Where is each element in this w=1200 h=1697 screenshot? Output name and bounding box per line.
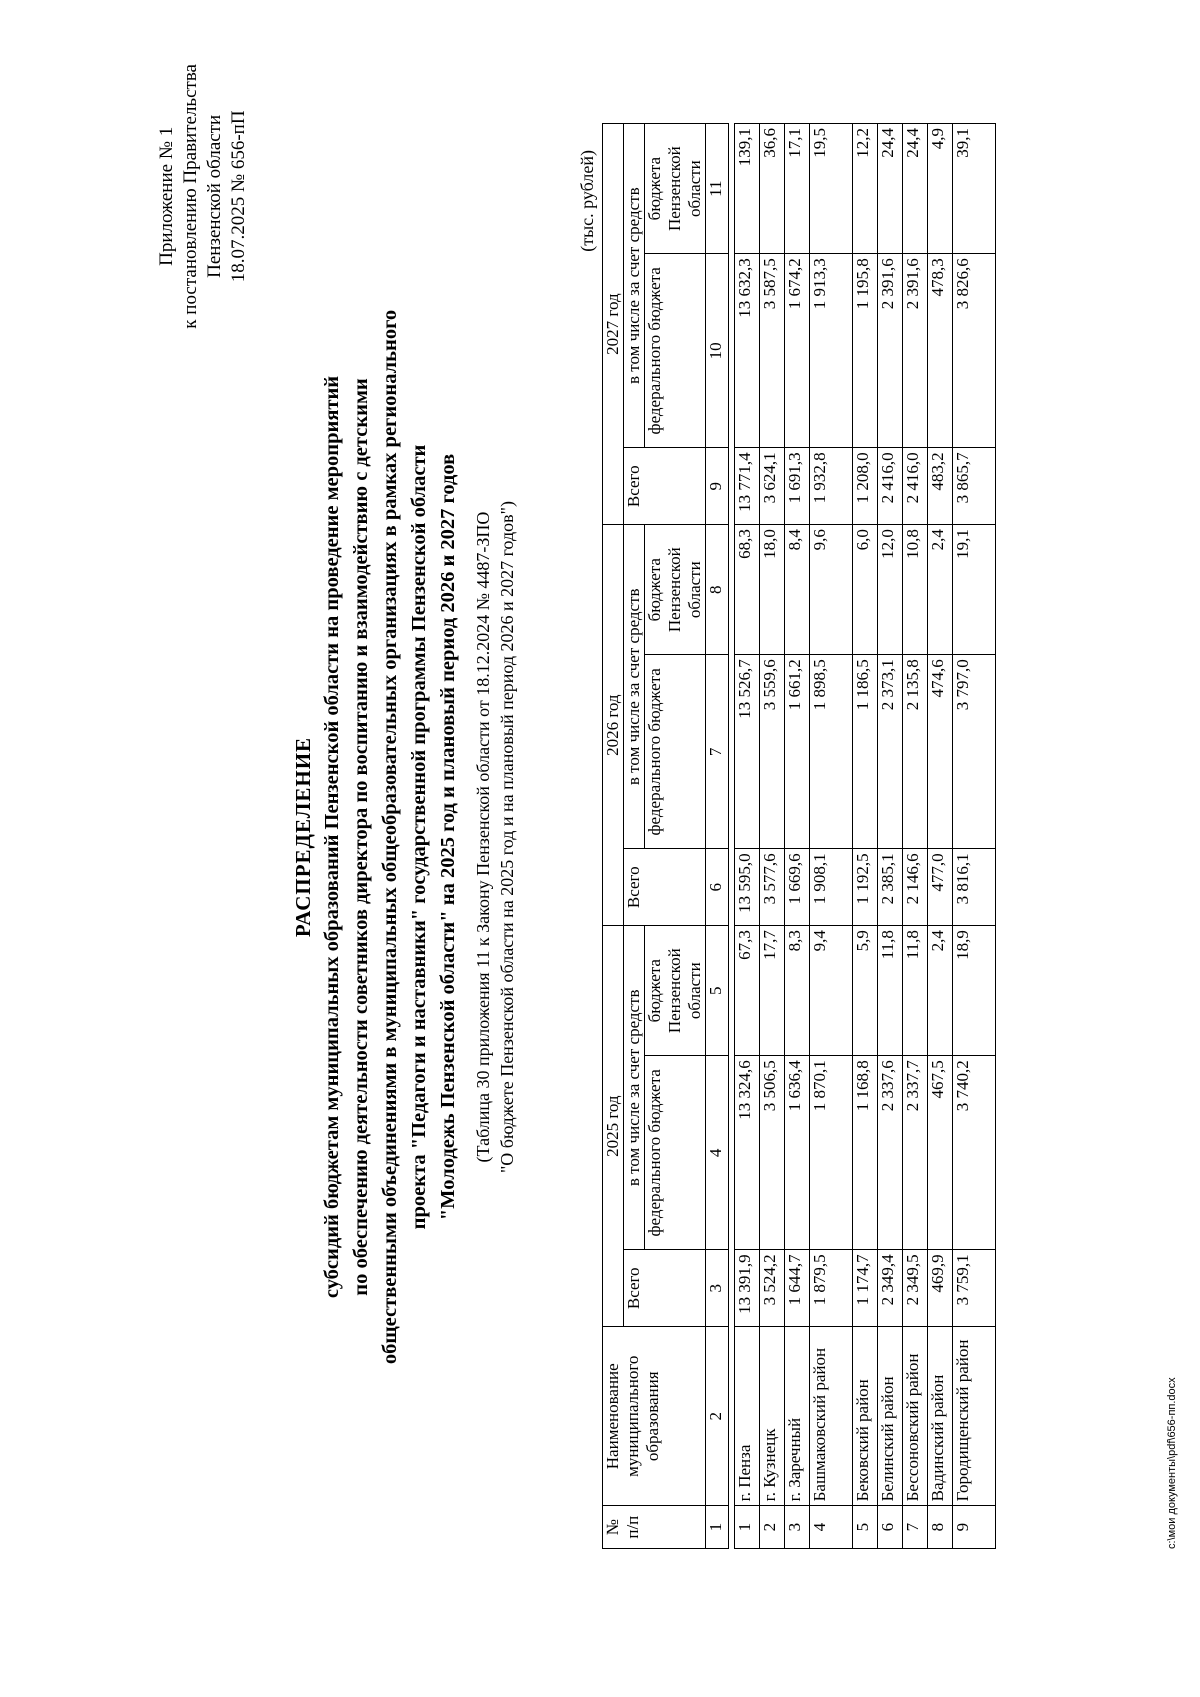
amount-cell: 8,3 — [785, 926, 810, 1056]
municipality-name: Белинский район — [878, 1327, 903, 1506]
subtitle-line: субсидий бюджетам муниципальных образований Пензенской области на проведение мероприятий — [321, 375, 343, 1299]
municipality-name: Башмаковский район — [810, 1327, 853, 1506]
amount-cell: 13 595,0 — [735, 849, 760, 926]
amount-cell: 17,1 — [785, 124, 810, 254]
amount-cell: 1 932,8 — [810, 448, 853, 525]
amount-cell: 13 324,6 — [735, 1056, 760, 1250]
amount-cell: 1 870,1 — [810, 1056, 853, 1250]
amount-cell: 17,7 — [760, 926, 785, 1056]
amount-cell: 3 559,6 — [760, 655, 785, 849]
amount-cell: 9,4 — [810, 926, 853, 1056]
column-number: 1 — [706, 1506, 729, 1549]
amount-cell: 13 526,7 — [735, 655, 760, 849]
table-row — [953, 124, 996, 1549]
amount-cell: 3 759,1 — [953, 1250, 996, 1327]
amount-cell: 11,8 — [878, 926, 903, 1056]
unit-label: (тыс. рублей) — [577, 150, 597, 252]
header-federal: федерального бюджета — [645, 1056, 706, 1250]
column-number: 4 — [706, 1056, 729, 1250]
amount-cell: 3 624,1 — [760, 448, 785, 525]
amount-cell: 2 349,5 — [903, 1250, 928, 1327]
header-year-2025: 2025 год — [603, 926, 624, 1327]
column-number: 2 — [706, 1327, 729, 1506]
amount-cell: 1 186,5 — [853, 655, 878, 849]
amount-cell: 1 898,5 — [810, 655, 853, 849]
amount-cell: 5,9 — [853, 926, 878, 1056]
amount-cell: 3 506,5 — [760, 1056, 785, 1250]
amount-cell: 10,8 — [903, 525, 928, 655]
row-number: 6 — [878, 1506, 903, 1549]
amount-cell: 1 661,2 — [785, 655, 810, 849]
header-regional: бюджета Пензенской области — [645, 926, 706, 1056]
row-number: 3 — [785, 1506, 810, 1549]
amount-cell: 2 146,6 — [903, 849, 928, 926]
amount-cell: 2 391,6 — [878, 254, 903, 448]
appendix-line: к постановлению Правительства — [180, 64, 201, 329]
amount-cell: 3 826,6 — [953, 254, 996, 448]
reference-line: (Таблица 30 приложения 11 к Закону Пензенской области от 18.12.2024 № 4487-ЗПО — [473, 511, 493, 1163]
law-reference — [471, 127, 519, 1547]
column-number: 10 — [706, 254, 729, 448]
amount-cell: 2 337,7 — [903, 1056, 928, 1250]
amount-cell: 12,2 — [853, 124, 878, 254]
amount-cell: 1 674,2 — [785, 254, 810, 448]
row-number: 5 — [853, 1506, 878, 1549]
appendix-line: Приложение № 1 — [156, 126, 177, 266]
table-row — [735, 124, 760, 1549]
municipality-name: Вадинский район — [928, 1327, 953, 1506]
amount-cell: 2,4 — [928, 525, 953, 655]
header-federal: федерального бюджета — [645, 254, 706, 448]
table-row — [928, 124, 953, 1549]
amount-cell: 478,3 — [928, 254, 953, 448]
amount-cell: 483,2 — [928, 448, 953, 525]
amount-cell: 18,9 — [953, 926, 996, 1056]
municipality-name: Бековский район — [853, 1327, 878, 1506]
municipality-name: Бессоновский район — [903, 1327, 928, 1506]
amount-cell: 2 135,8 — [903, 655, 928, 849]
amount-cell: 68,3 — [735, 525, 760, 655]
amount-cell: 67,3 — [735, 926, 760, 1056]
municipality-name: г. Пенза — [735, 1327, 760, 1506]
amount-cell: 3 797,0 — [953, 655, 996, 849]
header-regional: бюджета Пензенской области — [645, 124, 706, 254]
amount-cell: 1 174,7 — [853, 1250, 878, 1327]
table-row — [853, 124, 878, 1549]
table-row — [878, 124, 903, 1549]
subtitle-line: "Молодежь Пензенской области" на 2025 год и плановый период 2026 и 2027 годов — [437, 453, 459, 1221]
municipality-name: г. Кузнецк — [760, 1327, 785, 1506]
distribution-table — [602, 123, 996, 1549]
subtitle-line: по обеспечению деятельности советников директора по воспитанию и взаимодействию с детскими — [350, 378, 372, 1296]
amount-cell: 1 195,8 — [853, 254, 878, 448]
row-number: 7 — [903, 1506, 928, 1549]
amount-cell: 4,9 — [928, 124, 953, 254]
appendix-line: 18.07.2025 № 656-пП — [228, 110, 249, 283]
amount-cell: 1 669,6 — [785, 849, 810, 926]
amount-cell: 39,1 — [953, 124, 996, 254]
row-number: 9 — [953, 1506, 996, 1549]
subtitle-line: общественными объединениями в муниципальных общеобразовательных организациях в рамках регионального — [379, 309, 401, 1365]
row-number: 1 — [735, 1506, 760, 1549]
header-name: Наименование муниципального образования — [603, 1327, 706, 1506]
row-number: 8 — [928, 1506, 953, 1549]
amount-cell: 1 913,3 — [810, 254, 853, 448]
header-federal: федерального бюджета — [645, 655, 706, 849]
column-number: 3 — [706, 1250, 729, 1327]
amount-cell: 2 391,6 — [903, 254, 928, 448]
row-number: 4 — [810, 1506, 853, 1549]
subtitle-line: проекта "Педагоги и наставники" государственной программы Пензенской области — [408, 444, 430, 1230]
header-total: Всего — [624, 1250, 706, 1327]
amount-cell: 2 385,1 — [878, 849, 903, 926]
amount-cell: 12,0 — [878, 525, 903, 655]
amount-cell: 13 771,4 — [735, 448, 760, 525]
amount-cell: 8,4 — [785, 525, 810, 655]
amount-cell: 3 865,7 — [953, 448, 996, 525]
amount-cell: 2 337,6 — [878, 1056, 903, 1250]
row-number: 2 — [760, 1506, 785, 1549]
table-row — [785, 124, 810, 1549]
amount-cell: 3 816,1 — [953, 849, 996, 926]
amount-cell: 1 636,4 — [785, 1056, 810, 1250]
amount-cell: 139,1 — [735, 124, 760, 254]
amount-cell: 3 740,2 — [953, 1056, 996, 1250]
amount-cell: 1 208,0 — [853, 448, 878, 525]
amount-cell: 11,8 — [903, 926, 928, 1056]
amount-cell: 2 416,0 — [903, 448, 928, 525]
header-incl: в том числе за счет средств — [624, 124, 645, 448]
amount-cell: 13 632,3 — [735, 254, 760, 448]
header-year-2027: 2027 год — [603, 124, 624, 525]
amount-cell: 19,1 — [953, 525, 996, 655]
amount-cell: 3 577,6 — [760, 849, 785, 926]
amount-cell: 469,9 — [928, 1250, 953, 1327]
municipality-name: г. Заречный — [785, 1327, 810, 1506]
table-body — [735, 124, 996, 1549]
header-total: Всего — [624, 448, 706, 525]
appendix-block — [155, 64, 251, 329]
column-number: 7 — [706, 655, 729, 849]
document-subtitle — [318, 127, 463, 1547]
amount-cell: 467,5 — [928, 1056, 953, 1250]
amount-cell: 2,4 — [928, 926, 953, 1056]
header-incl: в том числе за счет средств — [624, 525, 645, 849]
amount-cell: 1 879,5 — [810, 1250, 853, 1327]
header-regional: бюджета Пензенской области — [645, 525, 706, 655]
appendix-line: Пензенской области — [204, 114, 225, 278]
column-number: 8 — [706, 525, 729, 655]
table-row — [903, 124, 928, 1549]
amount-cell: 24,4 — [878, 124, 903, 254]
amount-cell: 2 373,1 — [878, 655, 903, 849]
amount-cell: 24,4 — [903, 124, 928, 254]
header-num: № п/п — [603, 1506, 706, 1549]
header-incl: в том числе за счет средств — [624, 926, 645, 1250]
column-number: 6 — [706, 849, 729, 926]
amount-cell: 3 587,5 — [760, 254, 785, 448]
amount-cell: 19,5 — [810, 124, 853, 254]
amount-cell: 36,6 — [760, 124, 785, 254]
column-number: 9 — [706, 448, 729, 525]
column-number-row — [706, 124, 729, 1549]
document-title: РАСПРЕДЕЛЕНИЕ — [291, 736, 315, 938]
amount-cell: 1 691,3 — [785, 448, 810, 525]
header-year-2026: 2026 год — [603, 525, 624, 926]
amount-cell: 18,0 — [760, 525, 785, 655]
municipality-name: Городищенский район — [953, 1327, 996, 1506]
column-number: 11 — [706, 124, 729, 254]
table-row — [810, 124, 853, 1549]
column-number: 5 — [706, 926, 729, 1056]
header-total: Всего — [624, 849, 706, 926]
amount-cell: 3 524,2 — [760, 1250, 785, 1327]
amount-cell: 1 908,1 — [810, 849, 853, 926]
amount-cell: 2 349,4 — [878, 1250, 903, 1327]
table-row — [760, 124, 785, 1549]
amount-cell: 1 644,7 — [785, 1250, 810, 1327]
reference-line: "О бюджете Пензенской области на 2025 год и на плановый период 2026 и 2027 годов") — [497, 500, 517, 1174]
amount-cell: 477,0 — [928, 849, 953, 926]
title-block — [290, 127, 519, 1547]
amount-cell: 9,6 — [810, 525, 853, 655]
amount-cell: 13 391,9 — [735, 1250, 760, 1327]
amount-cell: 2 416,0 — [878, 448, 903, 525]
file-path-footer: c:\мои документы\pdf\656-пп.docx — [1166, 1377, 1178, 1549]
amount-cell: 6,0 — [853, 525, 878, 655]
amount-cell: 1 192,5 — [853, 849, 878, 926]
amount-cell: 474,6 — [928, 655, 953, 849]
amount-cell: 1 168,8 — [853, 1056, 878, 1250]
